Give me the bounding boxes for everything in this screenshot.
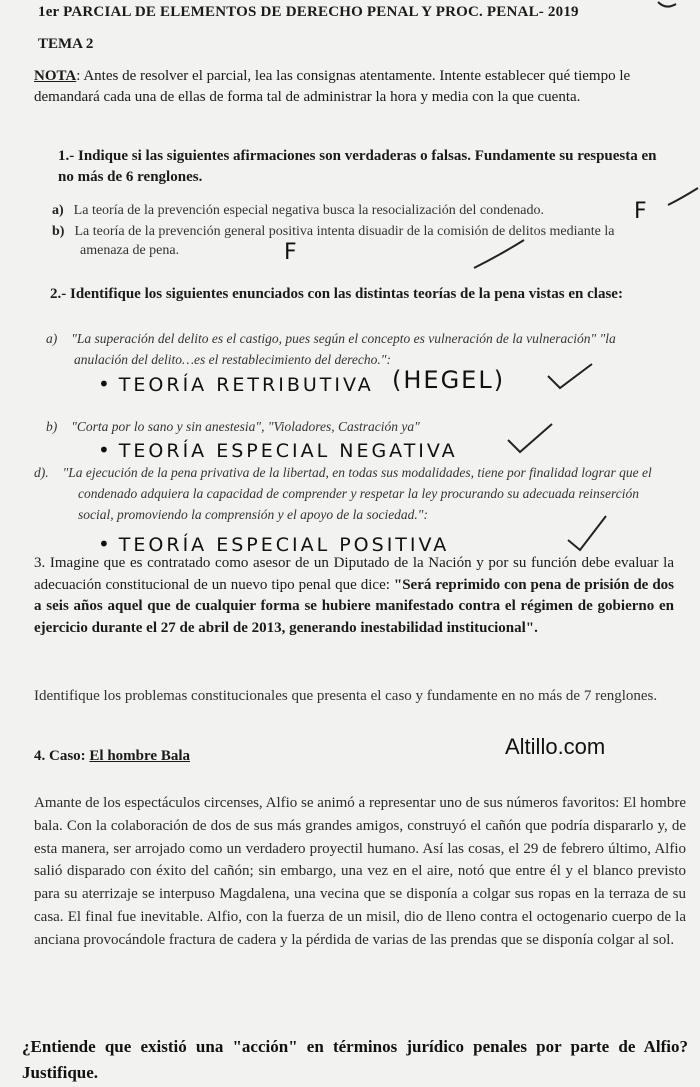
answer-2a-extra-handwritten: (HEGEL) — [392, 366, 506, 394]
question-1-prompt: 1.- Indique si las siguientes afirmaciones son verdaderas o falsas. Fundamente su respuesta en no más de 6 renglones. — [58, 148, 657, 185]
question-4-question: ¿Entiende que existió una "acción" en términos jurídico penales por parte de Alfio? Justifique. — [22, 1037, 688, 1082]
question-2b-letter: b) — [46, 419, 58, 434]
question-2d — [34, 462, 670, 525]
question-1b — [52, 222, 662, 260]
question-2b — [46, 416, 606, 437]
check-mark-1a — [668, 188, 698, 205]
answer-2a-text: TEORÍA RETRIBUTIVA — [118, 374, 374, 396]
question-1a-text: La teoría de la prevención especial negativa busca la resocialización del condenado. — [73, 203, 544, 218]
question-3-instruction: Identifique los problemas constitucionales que presenta el caso y fundamente en no más de 7 renglones. — [34, 688, 658, 704]
question-1a-letter: a) — [52, 203, 64, 218]
bullet-dot: • — [98, 438, 113, 462]
question-2b-text: "Corta por lo sano y sin anestesia", "Violadores, Castración ya" — [71, 419, 420, 434]
exam-title: 1er PARCIAL DE ELEMENTOS DE DERECHO PENAL Y PROC. PENAL- 2019 — [38, 4, 579, 20]
question-4-title: El hombre Bala — [89, 748, 190, 764]
question-2d-letter: d). — [34, 465, 49, 480]
question-1a — [52, 201, 632, 220]
question-3-quote: "Será reprimido con pena de prisión de dos a seis años aquel que de cualquier forma se hubiere manifestado contra el régimen de gobierno en ejercicio durante el 27 de abril de 2013, generando inestabilidad institucional". — [34, 576, 674, 636]
question-2-prompt: 2.- Identifique los siguientes enunciados con las distintas teorías de la pena vistas en clase: — [50, 286, 623, 302]
bullet-dot: • — [98, 532, 113, 556]
answer-2d-text: TEORÍA ESPECIAL POSITIVA — [118, 534, 450, 556]
question-1b-letter: b) — [52, 224, 65, 239]
bullet-dot: • — [98, 372, 113, 396]
question-4-heading — [34, 748, 190, 765]
answer-2b-text: TEORÍA ESPECIAL NEGATIVA — [118, 440, 458, 462]
exam-tema: TEMA 2 — [38, 36, 94, 52]
answer-2b-handwritten — [98, 438, 458, 462]
answer-2a-handwritten — [98, 372, 374, 396]
question-1b-text: La teoría de la prevención general positiva intenta disuadir de la comisión de delitos mediante la amenaza de pena. — [74, 224, 615, 258]
question-3-intro: 3. Imagine que es contratado como asesor de un Diputado de la Nación y por su función debe evaluar la adecuación constitucional de un nuevo tipo penal que dice: — [34, 555, 674, 593]
nota-label: NOTA — [34, 68, 77, 84]
nota-text: : Antes de resolver el parcial, lea las consignas atentamente. Intente establecer qué tiempo le demandará cada una de ellas de forma tal de administrar la hora y media con la que cuenta. — [34, 68, 631, 105]
question-3 — [34, 553, 674, 639]
answer-1a-handwritten: F — [634, 199, 647, 224]
watermark: Altillo.com — [505, 734, 606, 759]
question-2a-text: "La superación del delito es el castigo, pues según el concepto es vulneración de la vulneración" "la anulación del delito…es el restablecimiento del derecho.": — [71, 331, 616, 367]
question-4-body: Amante de los espectáculos circenses, Alfio se animó a representar uno de sus números favoritos: El hombre bala. Con la colaboración de dos de sus más grandes amigos, construyó el cañón que podría dispararlo y, de esta manera, ser arrojado como un verdadero proyectil humano. Así las cosas, el 29 de febrero último, Alfio salió disparado con éxito del cañón; sin embargo, una vez en el aire, notó que entre él y el blanco previsto para su aterrizaje se interpuso Magdalena, una vecina que se disponía a colgar sus ropas en la terraza de su casa. El final fue inevitable. Alfio, con la fuerza de un misil, dio de lleno contra el octogenario cuerpo de la anciana provocándole fractura de cadera y la pérdida de varias de las prendas que se disponía colgar al sol. — [34, 795, 686, 948]
question-2a — [46, 328, 660, 370]
question-2d-text: "La ejecución de la pena privativa de la libertad, en todas sus modalidades, tiene por finalidad lograr que el condenado adquiera la capacidad de comprender y respetar la ley procurando su adecuada reinserción social, promoviendo la comprensión y el apoyo de la sociedad.": — [62, 465, 652, 522]
nota-paragraph — [34, 66, 664, 108]
question-2a-letter: a) — [46, 331, 58, 346]
corner-mark — [658, 2, 676, 7]
question-4-prefix: 4. Caso: — [34, 748, 90, 764]
answer-1b-handwritten: F — [284, 240, 297, 265]
